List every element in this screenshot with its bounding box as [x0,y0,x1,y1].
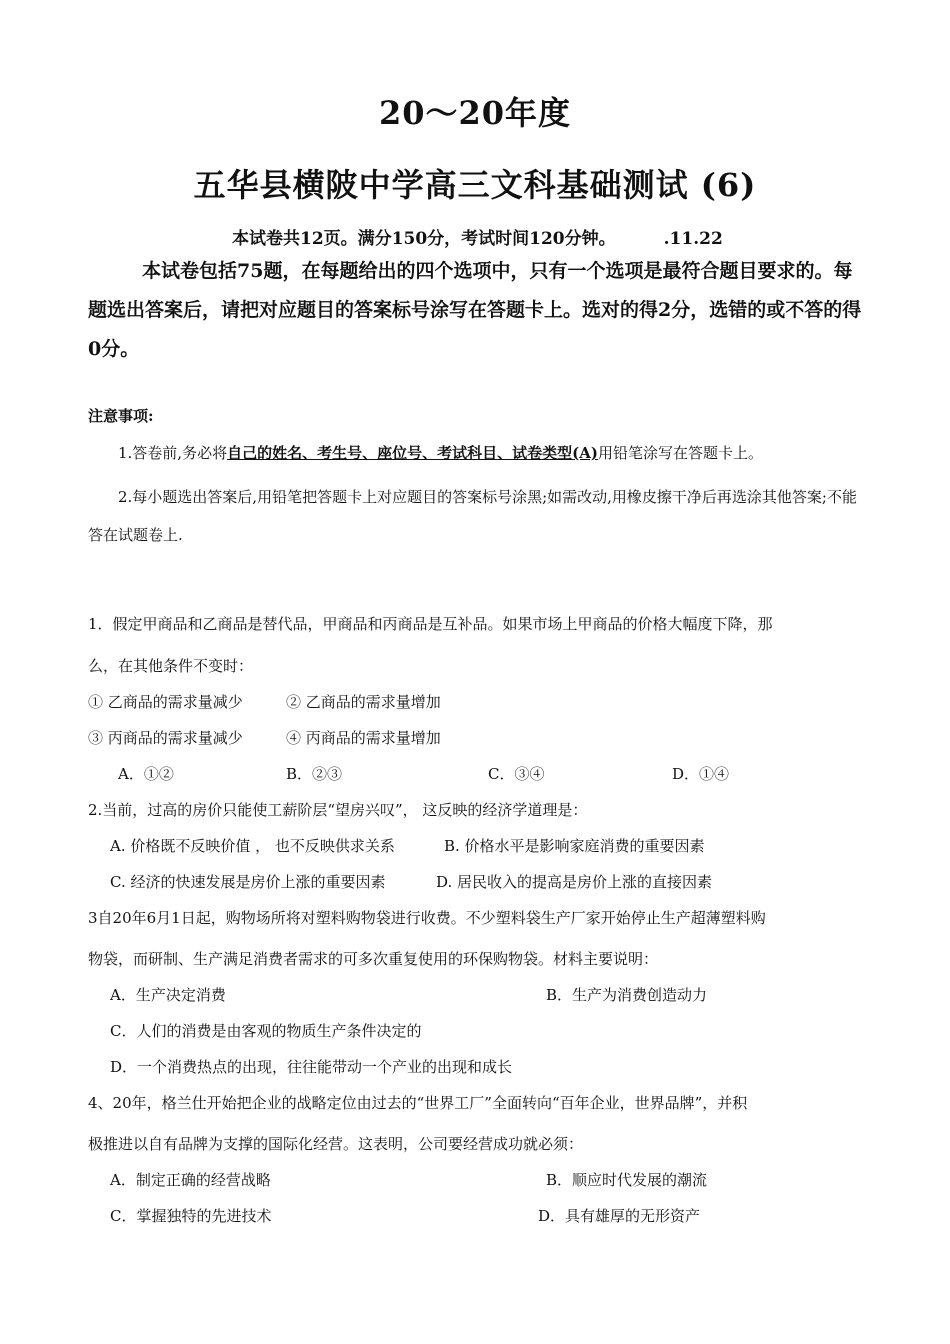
q3-option-d: D．一个消费热点的出现，往往能带动一个产业的出现和成长 [110,1058,513,1076]
q3-option-a: A．生产决定消费 [110,986,226,1004]
q3-option-c: C．人们的消费是由客观的物质生产条件决定的 [110,1022,422,1040]
q4-stem-line1: 4、20年，格兰仕开始把企业的战略定位由过去的“世界工厂”全面转向“百年企业，世界品牌”，并积 [88,1094,748,1112]
notice-heading: 注意事项: [88,407,154,425]
q4-option-d: D．具有雄厚的无形资产 [538,1207,701,1225]
q1-stem-line2: 么，在其他条件不变时： [88,657,254,675]
q1-statement-4: ④ 丙商品的需求量增加 [286,729,441,747]
q2-stem: 2.当前，过高的房价只能使工薪阶层“望房兴叹”， 这反映的经济学道理是： [88,801,588,819]
q4-stem-line2: 极推进以自有品牌为支撑的国际化经营。这表明，公司要经营成功就必须： [88,1135,584,1153]
title-year: 20～20年度 [378,94,572,132]
notice-item-2: 2.每小题选出答案后,用铅笔把答题卡上对应题目的答案标号涂黑;如需改动,用橡皮擦干净后再选涂其他答案;不能答在试题卷上. [88,488,857,544]
q3-option-b: B．生产为消费创造动力 [546,986,708,1004]
q2-option-c: C. 经济的快速发展是房价上涨的重要因素 [110,873,386,891]
q1-option-b: B．②③ [286,765,343,783]
q3-stem-line1: 3自20年6月1日起，购物场所将对塑料购物袋进行收费。不少塑料袋生产厂家开始停止生产超薄塑料购 [88,909,766,927]
q1-statement-2: ② 乙商品的需求量增加 [286,693,441,711]
notice-item-1-suffix: 用铅笔涂写在答题卡上。 [597,444,763,462]
q1-option-a: A．①② [118,765,174,783]
q1-statement-3: ③ 丙商品的需求量减少 [88,729,243,747]
q1-option-c: C．③④ [488,765,545,783]
notice-item-1 [118,442,763,463]
notice-item-1-prefix: 1.答卷前,务必将 [118,444,228,462]
exam-info [232,224,723,249]
exam-date: .11.22 [663,229,723,249]
q2-option-b: B. 价格水平是影响家庭消费的重要因素 [444,837,705,855]
q2-option-d: D. 居民收入的提高是房价上涨的直接因素 [436,873,713,891]
title-exam-name: 五华县横陂中学高三文科基础测试 (6) [193,166,757,204]
intro-paragraph: 本试卷包括75题，在每题给出的四个选项中，只有一个选项是最符合题目要求的。每题选出答案后，请把对应题目的答案标号涂写在答题卡上。选对的得2分，选错的或不答的得0分。 [88,260,862,360]
q4-option-c: C．掌握独特的先进技术 [110,1207,272,1225]
q4-option-a: A．制定正确的经营战略 [110,1171,271,1189]
q3-stem-line2: 物袋，而研制、生产满足消费者需求的可多次重复使用的环保购物袋。材料主要说明： [88,950,659,968]
q4-option-b: B．顺应时代发展的潮流 [546,1171,708,1189]
q2-option-a: A. 价格既不反映价值 ， 也不反映供求关系 [110,837,395,855]
q1-option-d: D．①④ [672,765,730,783]
q1-statement-1: ① 乙商品的需求量减少 [88,693,243,711]
q1-stem-line1: 1．假定甲商品和乙商品是替代品，甲商品和丙商品是互补品。如果市场上甲商品的价格大幅度下降，那 [88,615,773,633]
notice-item-1-underlined: 自己的姓名、考生号、座位号、考试科目、试卷类型(A) [227,444,598,462]
exam-info-text: 本试卷共12页。满分150分，考试时间120分钟。 [232,229,616,249]
